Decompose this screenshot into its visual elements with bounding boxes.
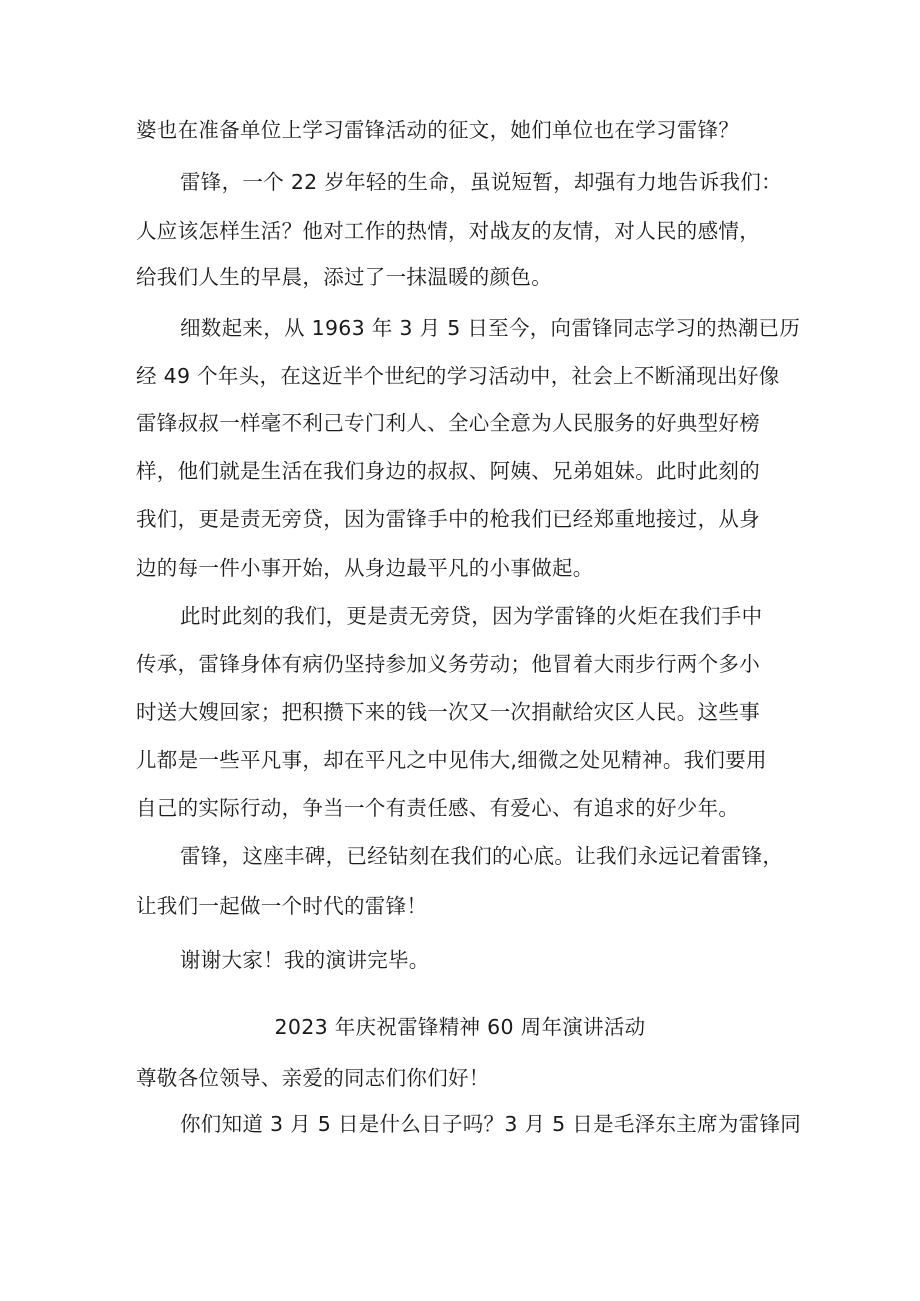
paragraph-line: 传承，雷锋身体有病仍坚持参加义务劳动；他冒着大雨步行两个多小 (136, 652, 760, 676)
paragraph-line: 给我们人生的早晨，添过了一抹温暖的颜色。 (136, 265, 552, 289)
paragraph-line: 经 49 个年头，在这近半个世纪的学习活动中，社会上不断涌现出好像 (136, 364, 780, 388)
paragraph-line: 我们，更是责无旁贷，因为雷锋手中的枪我们已经郑重地接过，从身 (136, 507, 760, 531)
paragraph-line: 时送大嫂回家；把积攒下来的钱一次又一次捐献给灾区人民。这些事 (136, 700, 760, 724)
paragraph-line: 雷锋，这座丰碑，已经钻刻在我们的心底。让我们永远记着雷锋， (180, 844, 784, 868)
paragraph-line: 儿都是一些平凡事，却在平凡之中见伟大,细微之处见精神。我们要用 (136, 748, 767, 772)
paragraph-line: 你们知道 3 月 5 日是什么日子吗？3 月 5 日是毛泽东主席为雷锋同 (180, 1112, 802, 1136)
paragraph-line: 人应该怎样生活？他对工作的热情，对战友的友情，对人民的感情， (136, 219, 760, 243)
paragraph-line: 此时此刻的我们，更是责无旁贷，因为学雷锋的火炬在我们手中 (180, 604, 763, 628)
paragraph-line: 雷锋叔叔一样毫不利己专门利人、全心全意为人民服务的好典型好榜 (136, 411, 760, 435)
paragraph-line: 边的每一件小事开始，从身边最平凡的小事做起。 (136, 556, 594, 580)
paragraph-line: 谢谢大家！我的演讲完毕。 (180, 948, 430, 972)
section-title: 2023 年庆祝雷锋精神 60 周年演讲活动 (274, 1015, 646, 1039)
salutation-line: 尊敬各位领导、亲爱的同志们你们好！ (136, 1066, 490, 1090)
paragraph-line: 细数起来，从 1963 年 3 月 5 日至今，向雷锋同志学习的热潮已历 (180, 316, 801, 340)
paragraph-line: 样，他们就是生活在我们身边的叔叔、阿姨、兄弟姐妹。此时此刻的 (136, 459, 760, 483)
paragraph-line: 让我们一起做一个时代的雷锋！ (136, 894, 428, 918)
paragraph-line: 雷锋，一个 22 岁年轻的生命，虽说短暂，却强有力地告诉我们： (180, 170, 782, 194)
paragraph-line: 自己的实际行动，争当一个有责任感、有爱心、有追求的好少年。 (136, 796, 740, 820)
paragraph-line: 婆也在准备单位上学习雷锋活动的征文，她们单位也在学习雷锋？ (136, 118, 740, 142)
